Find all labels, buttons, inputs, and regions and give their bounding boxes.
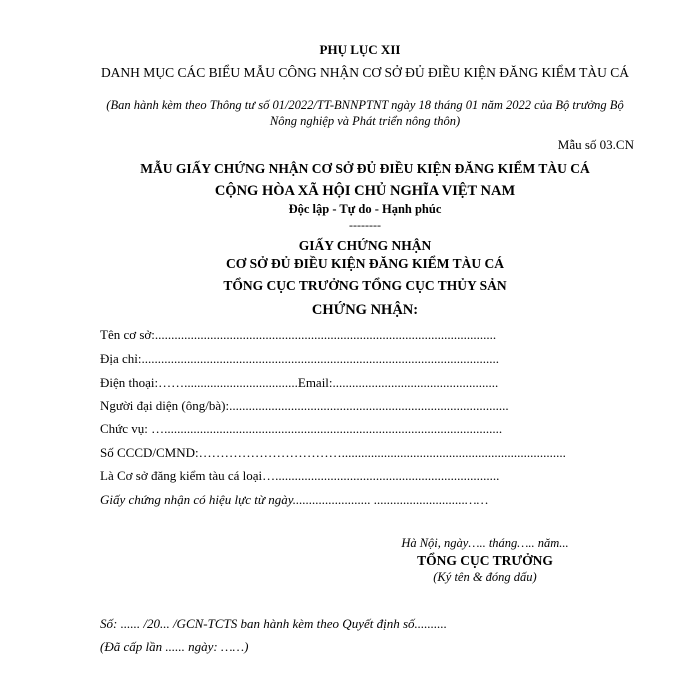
field-facility-name: Tên cơ sở:......................................................................................................... xyxy=(100,327,497,342)
field-id-number: Số CCCD/CMND:……………………………..................................................................... xyxy=(100,445,566,460)
appendix-heading: PHỤ LỤC XII xyxy=(319,42,401,57)
footer-number-line: Số: ...... /20... /GCN-TCTS ban hành kèm theo Quyết định số.......... xyxy=(100,616,448,631)
certificate-subtitle: CƠ SỞ ĐỦ ĐIỀU KIỆN ĐĂNG KIỂM TÀU CÁ xyxy=(225,256,505,271)
field-position: Chức vụ: …........................................................................................................ xyxy=(100,421,503,436)
signature-title: TỔNG CỤC TRƯỞNG xyxy=(417,553,553,568)
field-validity: Giấy chứng nhận có hiệu lực từ ngày........................ ............................…… xyxy=(100,492,489,507)
certificate-title: GIẤY CHỨNG NHẬN xyxy=(298,238,432,253)
signature-place-date: Hà Nội, ngày….. tháng….. năm... xyxy=(401,536,569,550)
issued-by-note: (Ban hành kèm theo Thông tư số 01/2022/TT-BNNPTNT ngày 18 tháng 01 năm 2022 của Bộ trưởng Bộ Nông nghiệp và Phát triển nông thôn) xyxy=(106,98,624,128)
certifies-heading: CHỨNG NHẬN: xyxy=(311,302,419,318)
form-number: Mẫu số 03.CN xyxy=(557,137,634,152)
country-name: CỘNG HÒA XÃ HỘI CHỦ NGHĨA VIỆT NAM xyxy=(214,183,516,199)
field-representative: Người đại diện (ông/bà):...................................................................................... xyxy=(100,398,509,413)
signature-note: (Ký tên & đóng dấu) xyxy=(433,570,537,584)
separator: -------- xyxy=(349,218,381,232)
field-facility-type: Là Cơ sở đăng kiểm tàu cá loại…..................................................................... xyxy=(100,468,500,483)
footer-issue-line: (Đã cấp lần ...... ngày: ……) xyxy=(100,639,249,654)
certificate-authority: TỔNG CỤC TRƯỞNG TỔNG CỤC THỦY SẢN xyxy=(223,278,507,293)
field-address: Địa chỉ:.............................................................................................................. xyxy=(100,351,500,366)
national-motto: Độc lập - Tự do - Hạnh phúc xyxy=(288,202,442,216)
form-title: MẪU GIẤY CHỨNG NHẬN CƠ SỞ ĐỦ ĐIỀU KIỆN ĐĂNG KIỂM TÀU CÁ xyxy=(140,161,590,176)
field-phone-email: Điện thoại:……...................................Email:................................................... xyxy=(100,375,499,390)
list-title: DANH MỤC CÁC BIỂU MẪU CÔNG NHẬN CƠ SỞ ĐỦ ĐIỀU KIỆN ĐĂNG KIỂM TÀU CÁ xyxy=(100,65,630,80)
